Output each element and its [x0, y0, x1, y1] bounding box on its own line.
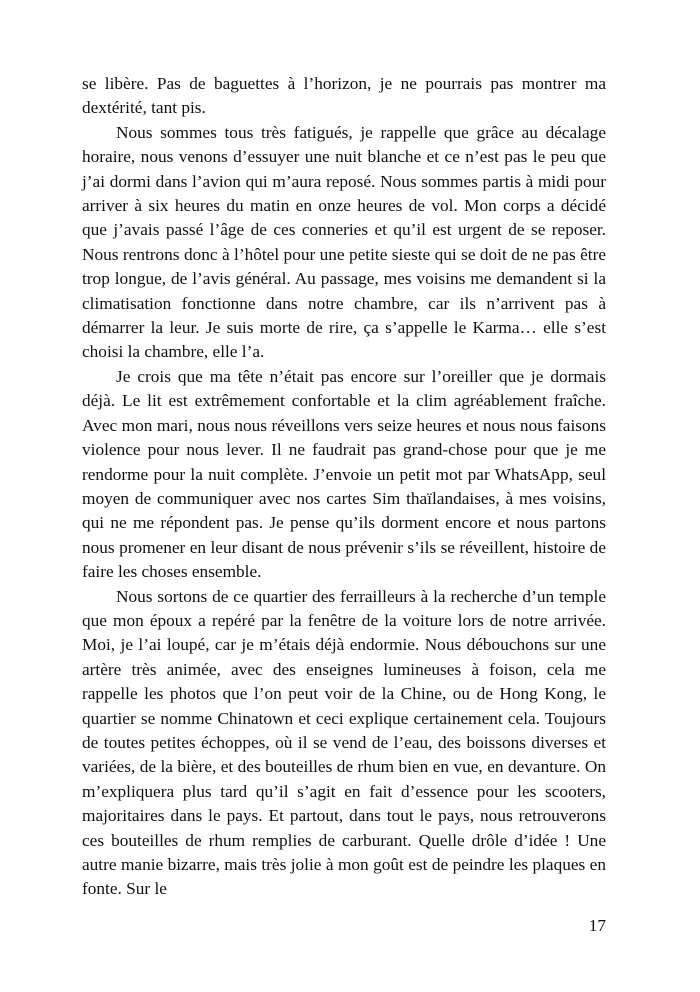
paragraph-chinatown: Nous sortons de ce quartier des ferrailleurs à la recherche d’un temple que mon époux a repéré par la fenêtre de la voiture lors de notre arrivée. Moi, je l’ai loupé, car je m’étais déjà endormie. Nous débouchons sur une artère très animée, avec des enseignes lumineuses à foison, cela me rappelle les photos que l’on peut voir de la Chine, ou de Hong Kong, le quartier se nomme Chinatown et ceci explique certainement cela. Toujours de toutes petites échoppes, où il se vend de l’eau, des boissons diverses et variées, de la bière, et des bouteilles de rhum bien en vue, en devanture. On m’expliquera plus tard qu’il s’agit en fait d’essence pour les scooters, majoritaires dans le pays. Et partout, dans tout le pays, nous retrouverons ces bouteilles de rhum remplies de carburant. Quelle drôle d’idée ! Une autre manie bizarre, mais très jolie à mon goût est de peindre les plaques en fonte. Sur le	[82, 586, 606, 899]
paragraph-sieste: Je crois que ma tête n’était pas encore sur l’oreiller que je dormais déjà. Le lit est extrêmement confortable et la clim agréablement fraîche. Avec mon mari, nous nous réveillons vers seize heures et nous nous faisons violence pour nous lever. Il ne faudrait pas grand-chose pour que je me rendorme pour la nuit complète. J’envoie un petit mot par WhatsApp, seul moyen de communiquer avec nos cartes Sim thaïlandaises, à mes voisins, qui ne me répondent pas. Je pense qu’ils dorment encore et nous partons nous promener en leur disant de nous prévenir s’ils se réveillent, histoire de faire les choses ensemble.	[82, 366, 606, 582]
paragraph-continuation: se libère. Pas de baguettes à l’horizon, je ne pourrais pas montrer ma dextérité, tant pis.	[82, 74, 606, 118]
page-number: 17	[588, 916, 606, 935]
page-body	[82, 72, 606, 902]
paragraph-fatigue: Nous sommes tous très fatigués, je rappelle que grâce au décalage horaire, nous venons d’essuyer une nuit blanche et ce n’est pas le peu que j’ai dormi dans l’avion qui m’aura reposé. Nous sommes partis à midi pour arriver à six heures du matin en onze heures de vol. Mon corps a décidé que j’avais passé l’âge de ces conneries et qu’il est urgent de se reposer. Nous rentrons donc à l’hôtel pour une petite sieste qui se doit de ne pas être trop longue, de l’avis général. Au passage, mes voisins me demandent si la climatisation fonctionne dans notre chambre, car ils n’arrivent pas à démarrer la leur. Je suis morte de rire, ça s’appelle le Karma… elle s’est choisi la chambre, elle l’a.	[82, 122, 606, 362]
